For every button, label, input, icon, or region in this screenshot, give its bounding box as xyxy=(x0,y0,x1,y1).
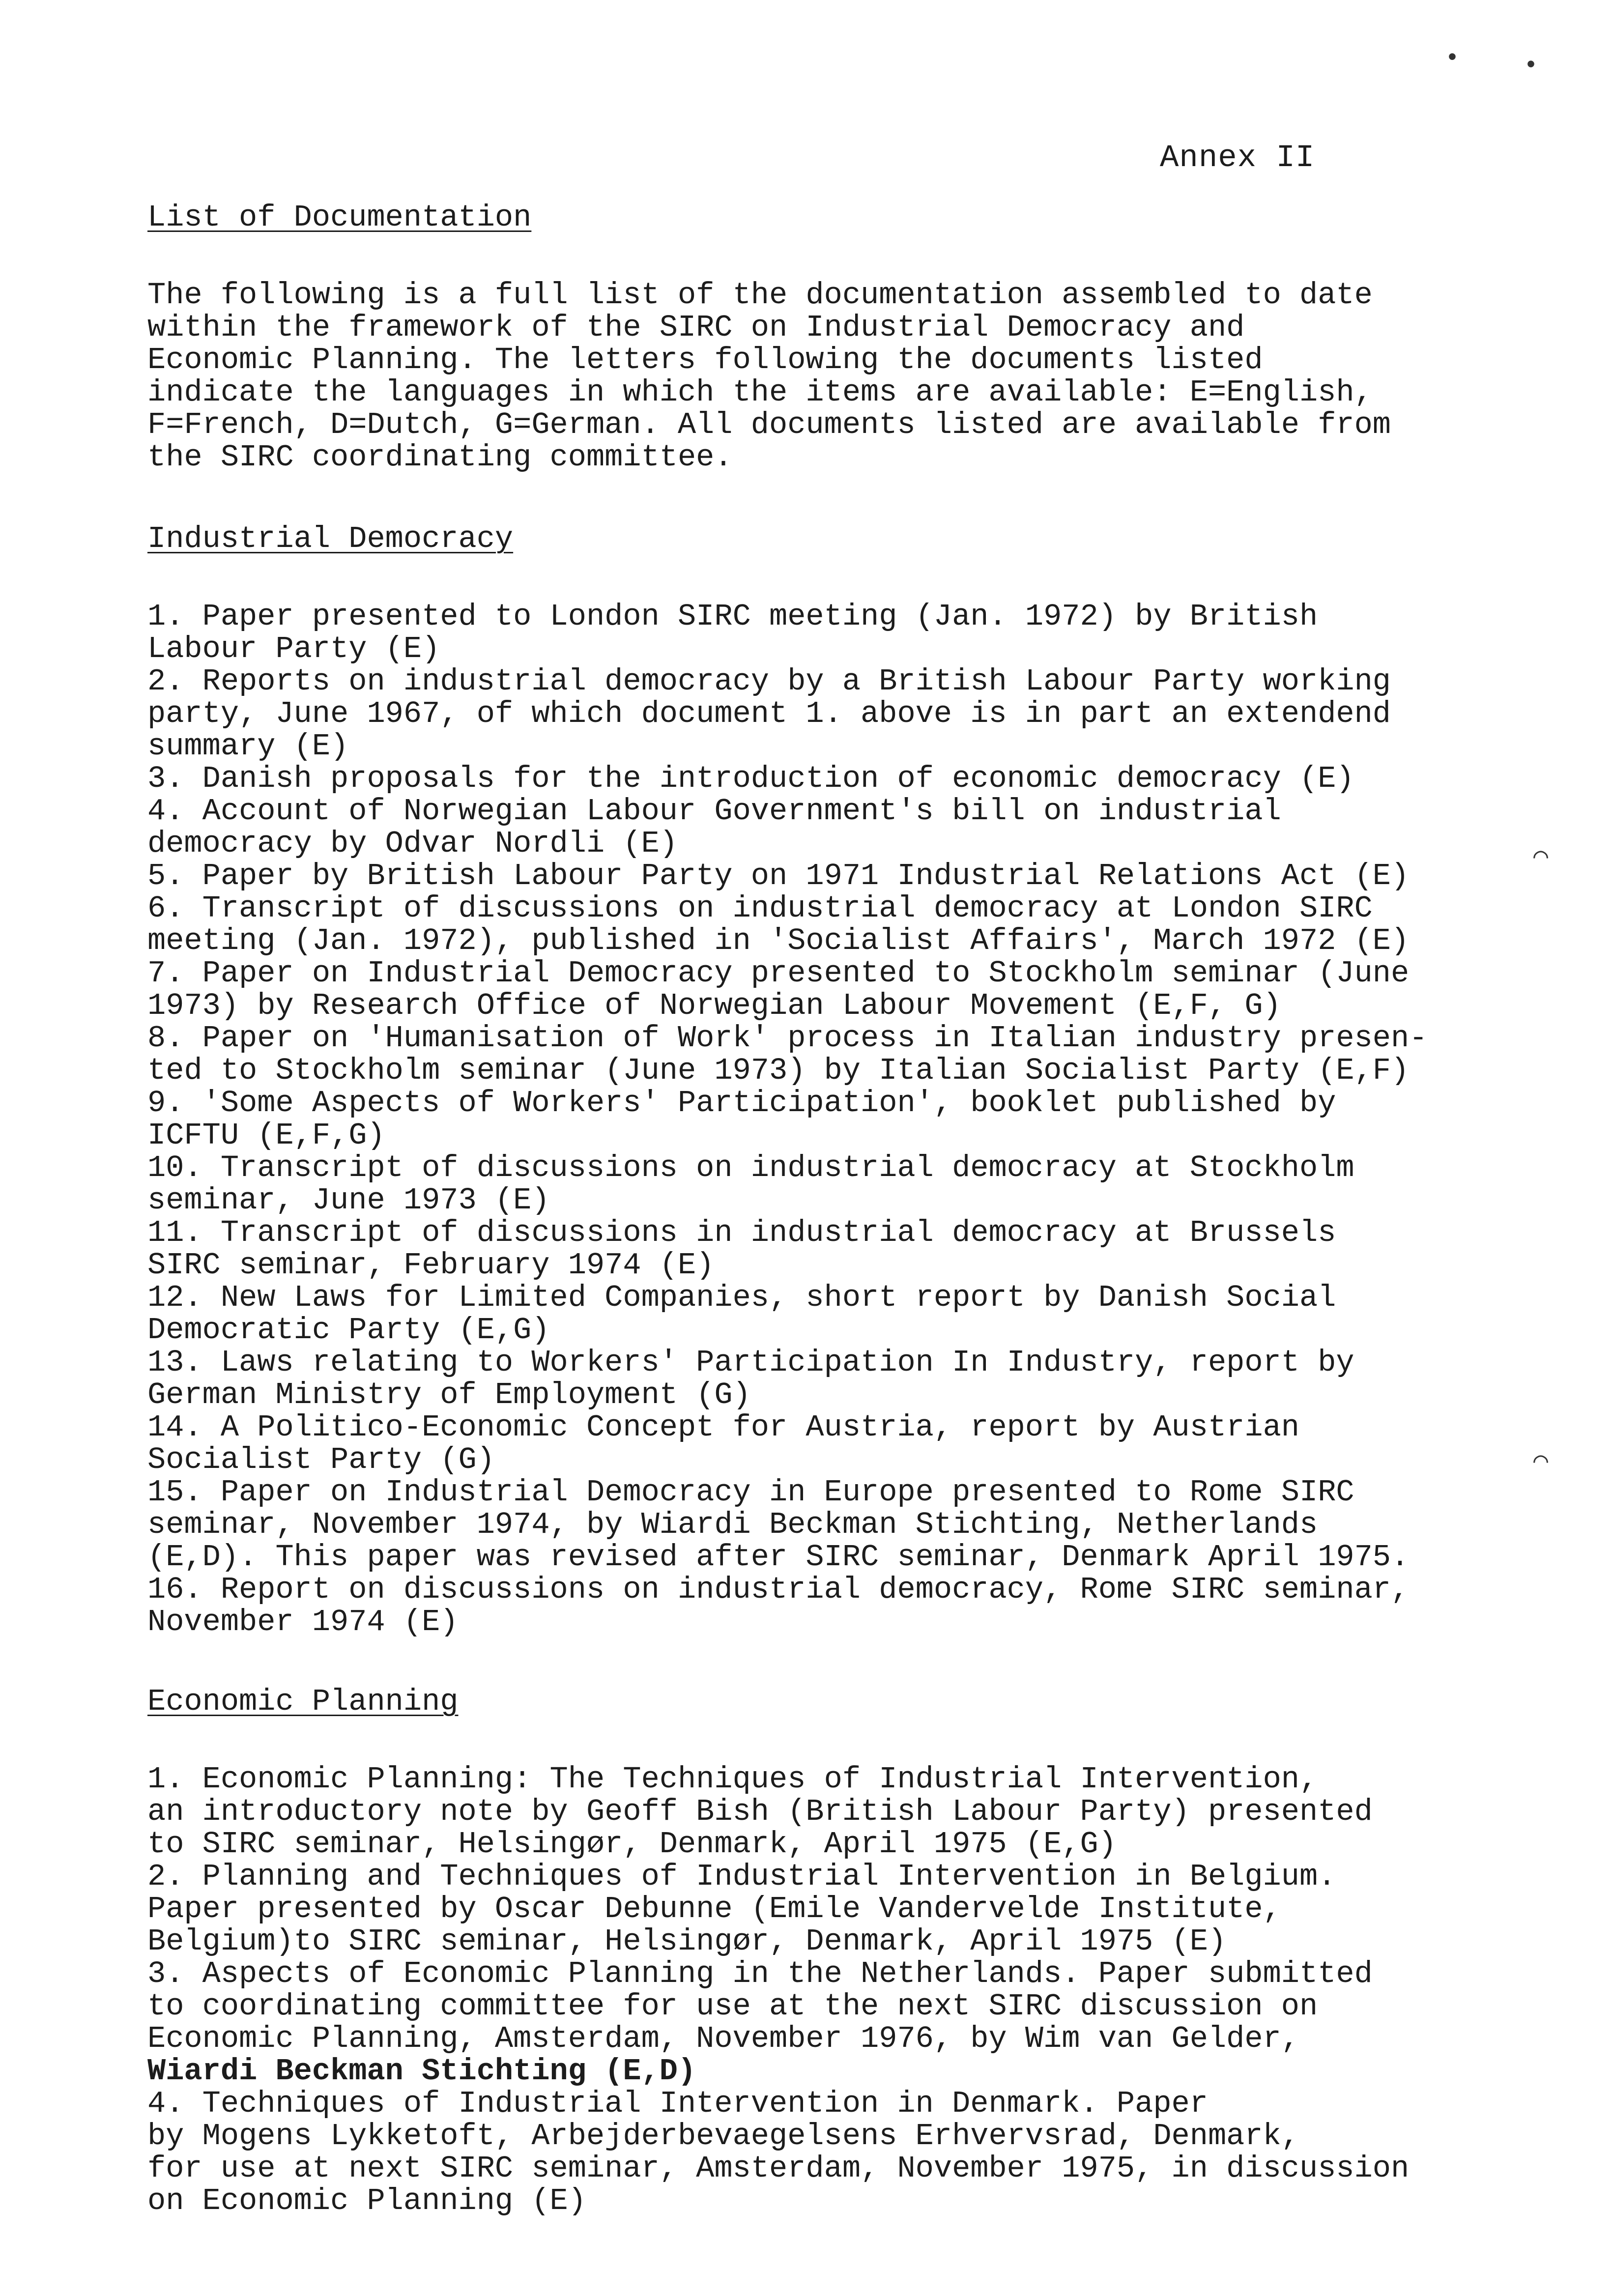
scan-mark-top-1: • xyxy=(1445,45,1460,73)
economic-planning-list xyxy=(147,1763,1514,2217)
economic-planning-heading: Economic Planning xyxy=(147,1684,459,1719)
list-item: 16. Report on discussions on industrial democracy, Rome SIRC seminar, November 1974 (E) xyxy=(147,1572,1410,1639)
list-item: 15. Paper on Industrial Democracy in Europe presented to Rome SIRC seminar, November 1974, by Wiardi Beckman Stichting, Netherlands (E,D). This paper was revised after SIRC seminar, Denmark April 1975. xyxy=(147,1475,1410,1575)
list-item: 1. Paper presented to London SIRC meeting (Jan. 1972) by British Labour Party (E) xyxy=(147,599,1318,666)
scan-mark-right-1: ⌒ xyxy=(1533,843,1549,871)
list-item: 4. Techniques of Industrial Intervention in Denmark. Paper by Mogens Lykketoft, Arbejderbevaegelsens Erhvervsrad, Denmark, for use at next SIRC seminar, Amsterdam, November 1975, in discussion on Economic Planning (E) xyxy=(147,2086,1410,2218)
list-item: 7. Paper on Industrial Democracy presented to Stockholm seminar (June 1973) by Research Office of Norwegian Labour Movement (E,F, G) xyxy=(147,956,1410,1023)
annex-label: Annex II xyxy=(1160,141,1315,176)
list-item: 10. Transcript of discussions on industrial democracy at Stockholm seminar, June 1973 (E) xyxy=(147,1150,1354,1218)
list-item: 5. Paper by British Labour Party on 1971 Industrial Relations Act (E) xyxy=(147,859,1410,893)
list-item: 11. Transcript of discussions in industrial democracy at Brussels SIRC seminar, February 1974 (E) xyxy=(147,1215,1336,1283)
list-item: 4. Account of Norwegian Labour Government's bill on industrial democracy by Odvar Nordli (E) xyxy=(147,794,1281,861)
document-body xyxy=(147,201,1514,2265)
list-item-bold-tail: Wiardi Beckman Stichting (E,D) xyxy=(147,2054,696,2089)
list-item: 12. New Laws for Limited Companies, short report by Danish Social Democratic Party (E,G) xyxy=(147,1280,1336,1348)
list-item: 9. 'Some Aspects of Workers' Participation', booklet published by ICFTU (E,F,G) xyxy=(147,1086,1336,1153)
list-item-group xyxy=(147,1958,1514,2088)
scan-mark-right-2: ⌒ xyxy=(1533,1448,1549,1476)
list-item: 3. Aspects of Economic Planning in the Netherlands. Paper submitted to coordinating committee for use at the next SIRC discussion on Economic Planning, Amsterdam, November 1976, by Wim van Gelder, xyxy=(147,1956,1373,2056)
document-title: List of Documentation xyxy=(147,200,532,235)
list-item: 3. Danish proposals for the introduction of economic democracy (E) xyxy=(147,761,1354,796)
scan-mark-top-2: • xyxy=(1524,52,1539,80)
intro-paragraph: The following is a full list of the documentation assembled to date within the framework of the SIRC on Industrial Democracy and Economic Planning. The letters following the documents listed indicate the languages in which the items are available: E=English, F=French, D=Dutch, G=German. All documents listed are available from the SIRC coordinating committee. xyxy=(147,278,1391,475)
list-item: 13. Laws relating to Workers' Participation In Industry, report by German Ministry of Employment (G) xyxy=(147,1345,1354,1412)
list-item: 2. Reports on industrial democracy by a British Labour Party working party, June 1967, of which document 1. above is in part an extendend summary (E) xyxy=(147,664,1391,764)
list-item: 14. A Politico-Economic Concept for Austria, report by Austrian Socialist Party (G) xyxy=(147,1410,1299,1477)
industrial-democracy-heading: Industrial Democracy xyxy=(147,521,514,556)
industrial-democracy-list xyxy=(147,601,1514,1638)
list-item: 6. Transcript of discussions on industrial democracy at London SIRC meeting (Jan. 1972), published in 'Socialist Affairs', March 1972 (E) xyxy=(147,891,1410,958)
list-item: 2. Planning and Techniques of Industrial Intervention in Belgium. Paper presented by Oscar Debunne (Emile Vandervelde Institute, Belgium)to SIRC seminar, Helsingør, Denmark, April 1975 (E) xyxy=(147,1859,1336,1959)
list-item: 1. Economic Planning: The Techniques of Industrial Intervention, an introductory note by Geoff Bish (British Labour Party) presented to SIRC seminar, Helsingør, Denmark, April 1975 (E,G) xyxy=(147,1762,1373,1862)
list-item: 8. Paper on 'Humanisation of Work' process in Italian industry presen- ted to Stockholm seminar (June 1973) by Italian Socialist Party (E,F) xyxy=(147,1021,1428,1088)
